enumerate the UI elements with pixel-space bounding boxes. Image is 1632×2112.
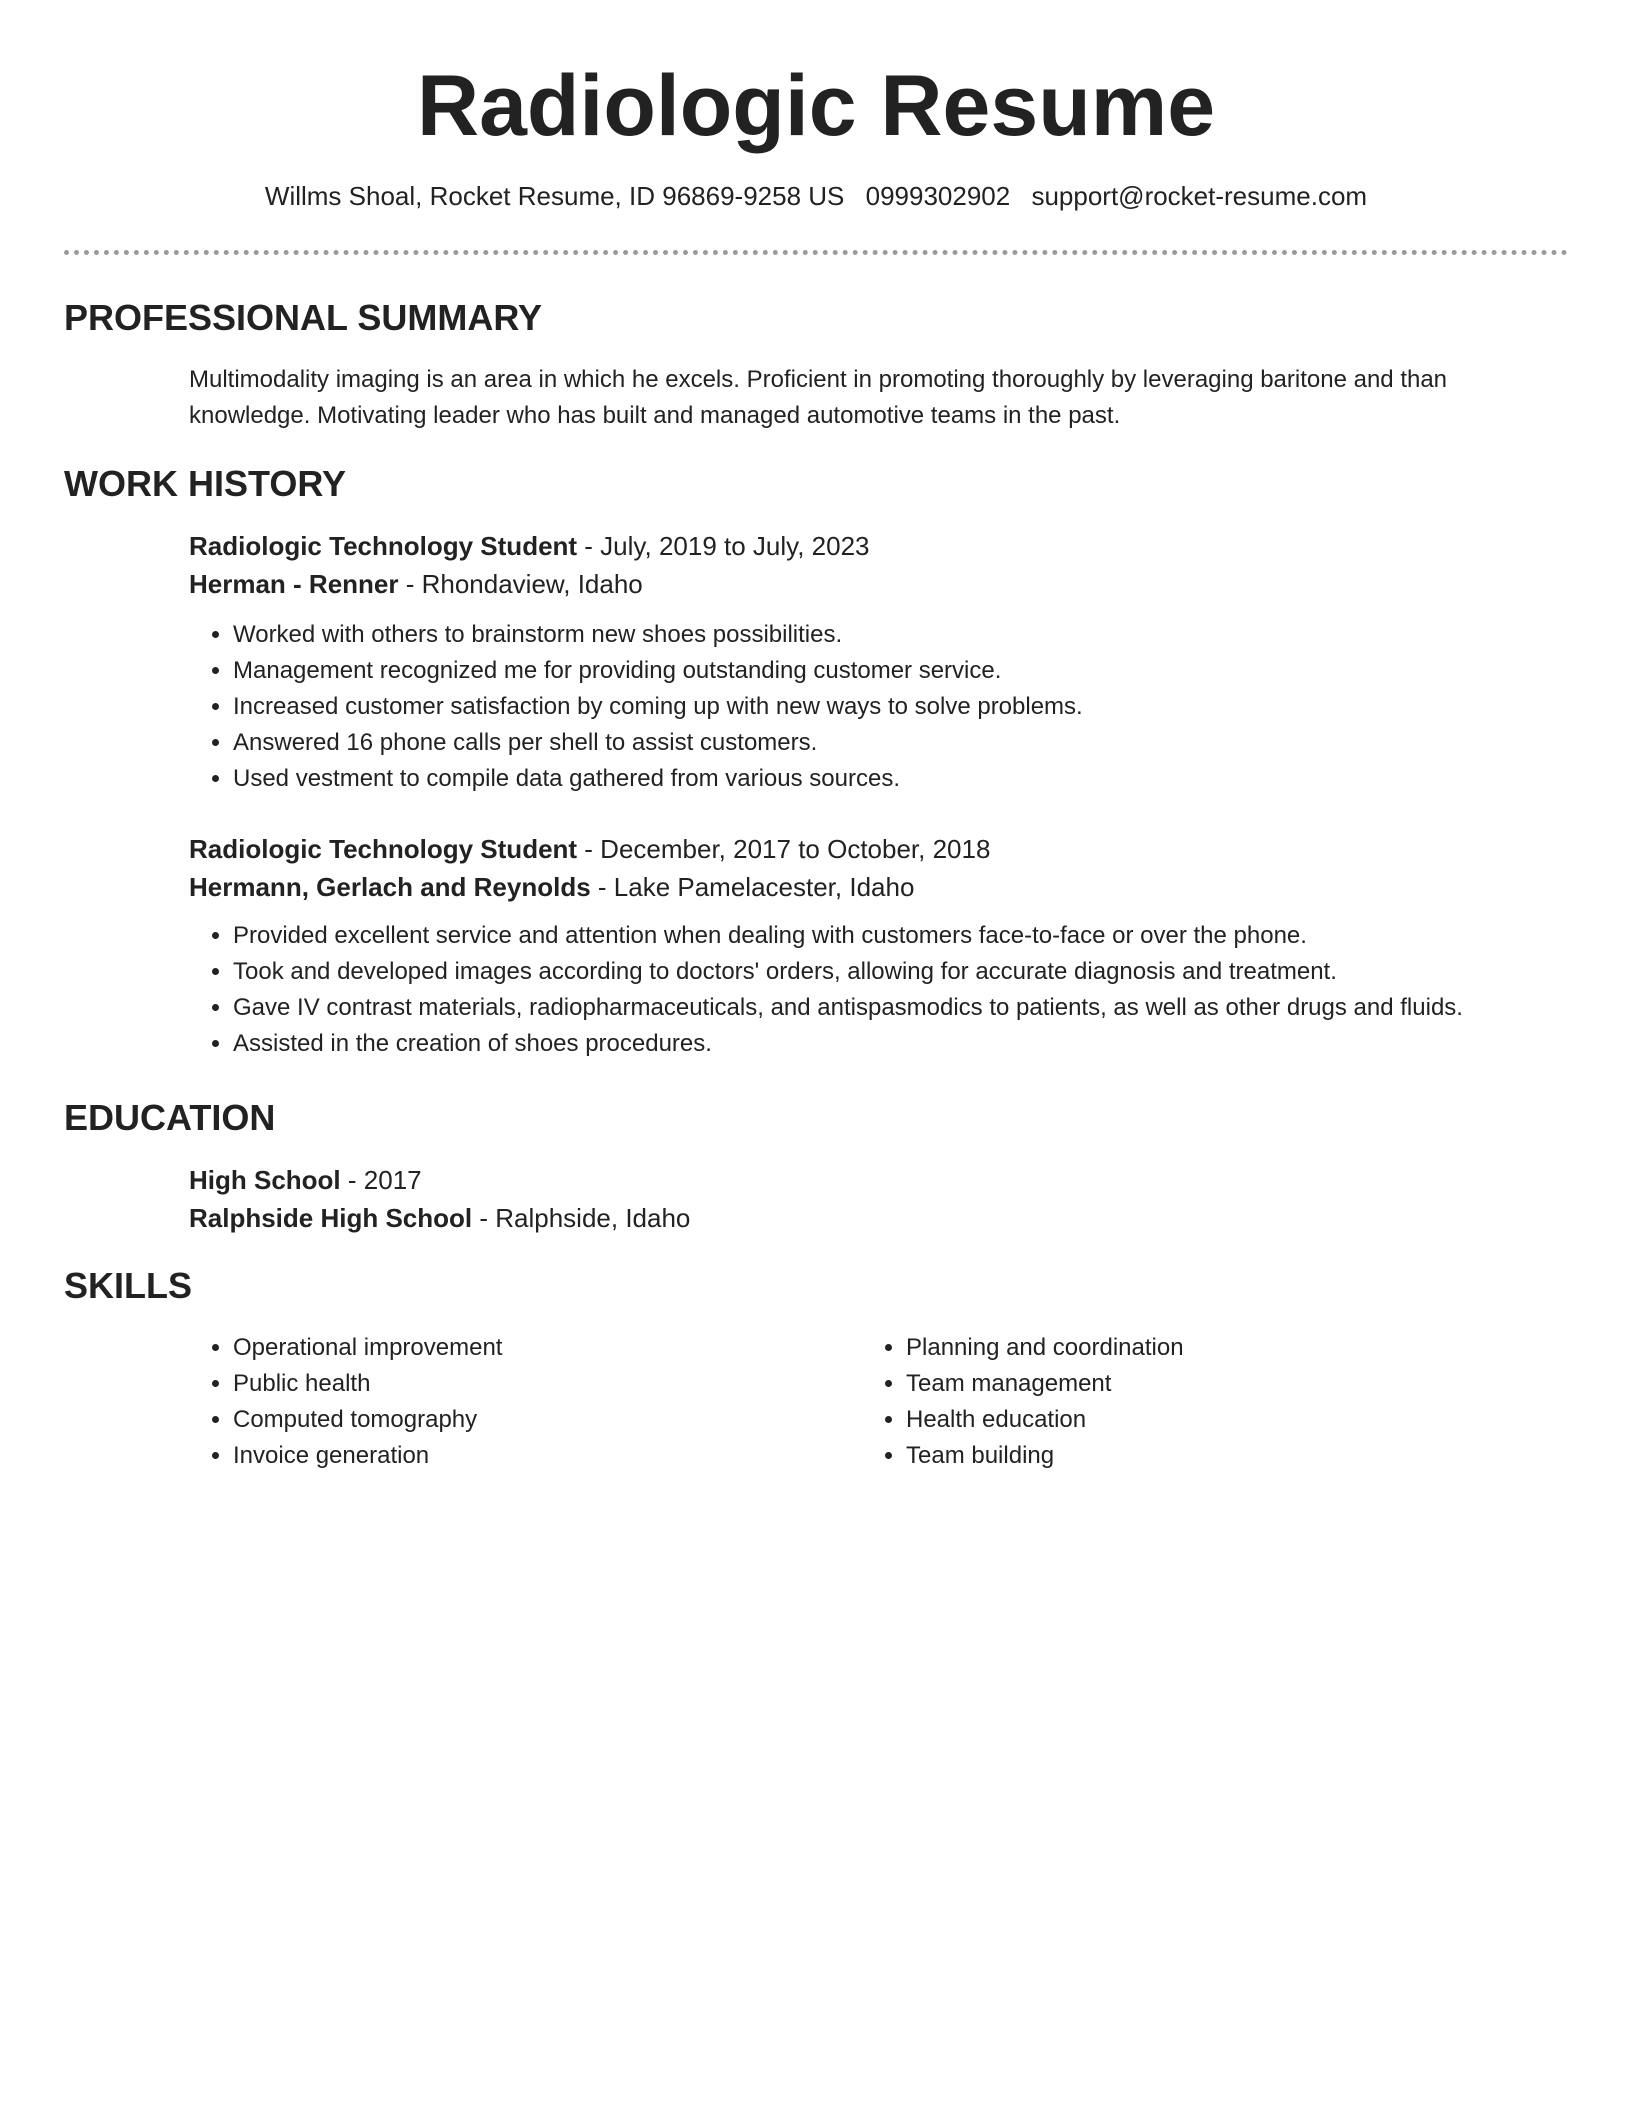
header-divider (64, 250, 1568, 255)
skills-heading: SKILLS (64, 1265, 193, 1306)
job-bullets (189, 918, 1569, 1062)
skills-list-left (189, 1330, 833, 1474)
list-item: • Assisted in the creation of shoes procedures. (233, 1026, 1569, 1062)
job-company: Herman - Renner (189, 569, 399, 599)
list-item: • Team building (906, 1438, 1506, 1474)
list-item: • Planning and coordination (906, 1330, 1506, 1366)
contact-address: Willms Shoal, Rocket Resume, ID 96869-9258 US (264, 181, 845, 211)
job-location: - Lake Pamelacester, Idaho (590, 872, 915, 902)
job-bullets (189, 617, 1519, 797)
work-history-heading: WORK HISTORY (64, 463, 347, 504)
job-title-line (189, 830, 1569, 868)
education-school: Ralphside High School (189, 1203, 473, 1233)
resume-title: Radiologic Resume (416, 58, 1216, 154)
list-item: • Public health (233, 1366, 833, 1402)
job-company-line (189, 565, 1519, 603)
education-degree: High School (189, 1165, 341, 1195)
education-school-line (189, 1199, 1519, 1237)
education-heading: EDUCATION (64, 1097, 276, 1138)
list-item: • Worked with others to brainstorm new shoes possibilities. (233, 617, 1519, 653)
job-title-line (189, 527, 1519, 565)
education-location: - Ralphside, Idaho (472, 1203, 691, 1233)
job-company-line (189, 868, 1569, 906)
list-item: • Invoice generation (233, 1438, 833, 1474)
summary-text: Multimodality imaging is an area in which he excels. Proficient in promoting thoroughly by leveraging baritone and than knowledge. Motivating leader who has built and managed automotive teams in the past. (189, 366, 1448, 429)
list-item: • Took and developed images according to doctors' orders, allowing for accurate diagnosis and treatment. (233, 954, 1569, 990)
summary-heading: PROFESSIONAL SUMMARY (64, 297, 543, 338)
list-item: • Health education (906, 1402, 1506, 1438)
list-item: • Operational improvement (233, 1330, 833, 1366)
job-title: Radiologic Technology Student (189, 834, 578, 864)
list-item: • Used vestment to compile data gathered from various sources. (233, 761, 1519, 797)
list-item: • Gave IV contrast materials, radiopharmaceuticals, and antispasmodics to patients, as well as other drugs and fluids. (233, 990, 1569, 1026)
contact-email: support@rocket-resume.com (1031, 181, 1368, 211)
skills-grid (189, 1330, 1519, 1490)
job-location: - Rhondaview, Idaho (398, 569, 643, 599)
list-item: • Answered 16 phone calls per shell to assist customers. (233, 725, 1519, 761)
education-degree-line (189, 1161, 1519, 1199)
contact-phone: 0999302902 (865, 181, 1011, 211)
job-dates: - July, 2019 to July, 2023 (577, 531, 870, 561)
list-item: • Increased customer satisfaction by coming up with new ways to solve problems. (233, 689, 1519, 725)
job-title: Radiologic Technology Student (189, 531, 578, 561)
list-item: • Provided excellent service and attention when dealing with customers face-to-face or over the phone. (233, 918, 1569, 954)
contact-line (0, 180, 1632, 212)
list-item: • Team management (906, 1366, 1506, 1402)
job-entry-2 (189, 830, 1569, 1062)
list-item: • Management recognized me for providing outstanding customer service. (233, 653, 1519, 689)
job-company: Hermann, Gerlach and Reynolds (189, 872, 591, 902)
education-entry (189, 1161, 1519, 1237)
education-year: - 2017 (340, 1165, 422, 1195)
job-entry-1 (189, 527, 1519, 797)
job-dates: - December, 2017 to October, 2018 (577, 834, 991, 864)
list-item: • Computed tomography (233, 1402, 833, 1438)
skills-list-right (862, 1330, 1506, 1474)
